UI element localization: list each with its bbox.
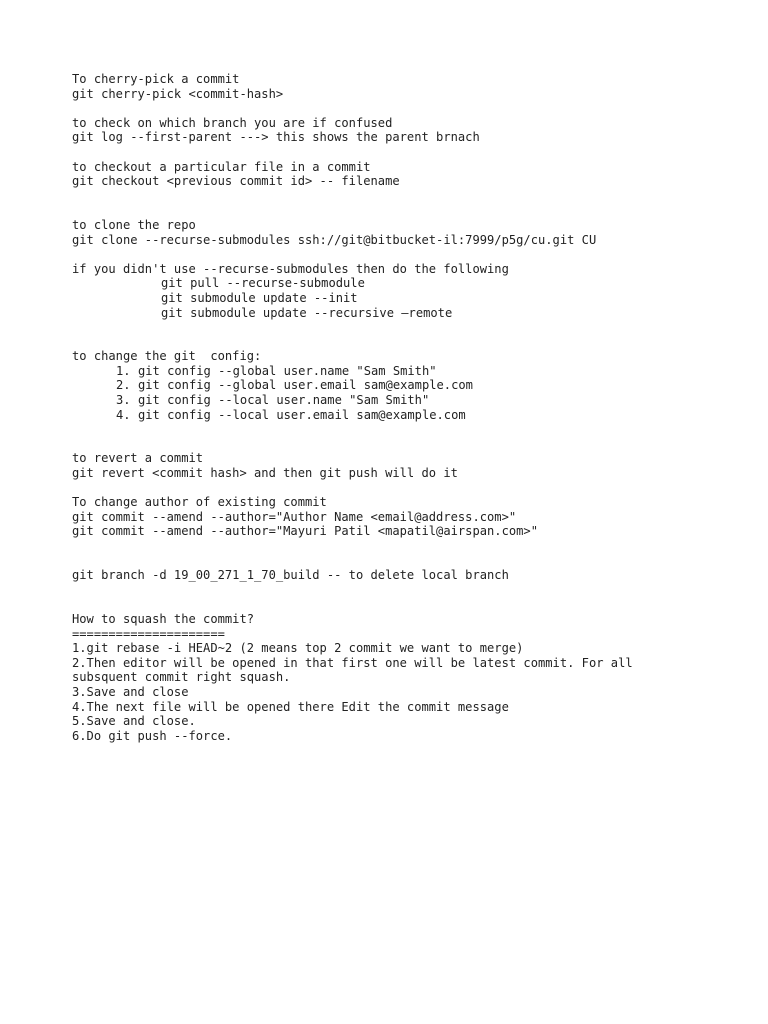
branch-delete-command: git branch -d 19_00_271_1_70_build -- to delete local branch xyxy=(72,568,509,583)
spacer xyxy=(72,145,712,160)
spacer xyxy=(72,481,712,496)
spacer xyxy=(72,101,712,116)
author-command: git commit --amend --author="Author Name <email@address.com>" xyxy=(72,509,517,524)
list-number: 3. xyxy=(116,393,131,408)
spacer xyxy=(72,320,712,349)
clone-command: git clone --recurse-submodules ssh://git@bitbucket-il:7999/p5g/cu.git CU xyxy=(72,232,597,247)
squash-step: subsquent commit right squash. xyxy=(72,670,291,685)
spacer xyxy=(72,422,712,451)
list-number: 1. xyxy=(116,363,131,378)
squash-underline: ===================== xyxy=(72,626,225,641)
checkout-file-command: git checkout <previous commit id> -- filename xyxy=(72,174,400,189)
spacer xyxy=(72,539,712,568)
revert-heading: to revert a commit xyxy=(72,451,204,466)
squash-step: 2.Then editor will be opened in that first one will be latest commit. For all xyxy=(72,655,633,670)
spacer xyxy=(72,189,712,218)
document-body xyxy=(72,72,712,743)
squash-step: 1.git rebase -i HEAD~2 (2 means top 2 commit we want to merge) xyxy=(72,641,524,656)
checkout-file-heading: to checkout a particular file in a commit xyxy=(72,159,371,174)
list-number: 4. xyxy=(116,407,131,422)
squash-step: 3.Save and close xyxy=(72,684,189,699)
spacer xyxy=(72,583,712,612)
spacer xyxy=(72,247,712,262)
submodules-heading: if you didn't use --recurse-submodules then do the following xyxy=(72,261,509,276)
check-branch-command: git log --first-parent ---> this shows the parent brnach xyxy=(72,130,480,145)
list-item-text: git config --global user.name "Sam Smith" xyxy=(138,363,437,378)
list-item-text: git config --local user.name "Sam Smith" xyxy=(138,393,430,408)
squash-step: 5.Save and close. xyxy=(72,714,196,729)
config-list-item xyxy=(72,364,712,379)
submodule-command: git submodule update --recursive –remote xyxy=(161,305,453,320)
submodule-command: git submodule update --init xyxy=(161,290,358,305)
revert-command: git revert <commit hash> and then git push will do it xyxy=(72,466,458,481)
squash-heading: How to squash the commit? xyxy=(72,611,255,626)
config-list-item xyxy=(72,378,712,393)
check-branch-heading: to check on which branch you are if confused xyxy=(72,115,393,130)
clone-heading: to clone the repo xyxy=(72,217,196,232)
config-list-item xyxy=(72,393,712,408)
list-item-text: git config --local user.email sam@example.com xyxy=(138,407,466,422)
list-item-text: git config --global user.email sam@example.com xyxy=(138,378,473,393)
author-command: git commit --amend --author="Mayuri Patil <mapatil@airspan.com>" xyxy=(72,524,538,539)
squash-step: 4.The next file will be opened there Edit the commit message xyxy=(72,699,509,714)
squash-step: 6.Do git push --force. xyxy=(72,728,233,743)
submodule-command: git pull --recurse-submodule xyxy=(161,276,365,291)
list-number: 2. xyxy=(116,378,131,393)
config-heading: to change the git config: xyxy=(72,349,262,364)
author-heading: To change author of existing commit xyxy=(72,495,327,510)
config-list-item xyxy=(72,408,712,423)
cherry-pick-command: git cherry-pick <commit-hash> xyxy=(72,86,284,101)
cherry-pick-heading: To cherry-pick a commit xyxy=(72,72,240,86)
